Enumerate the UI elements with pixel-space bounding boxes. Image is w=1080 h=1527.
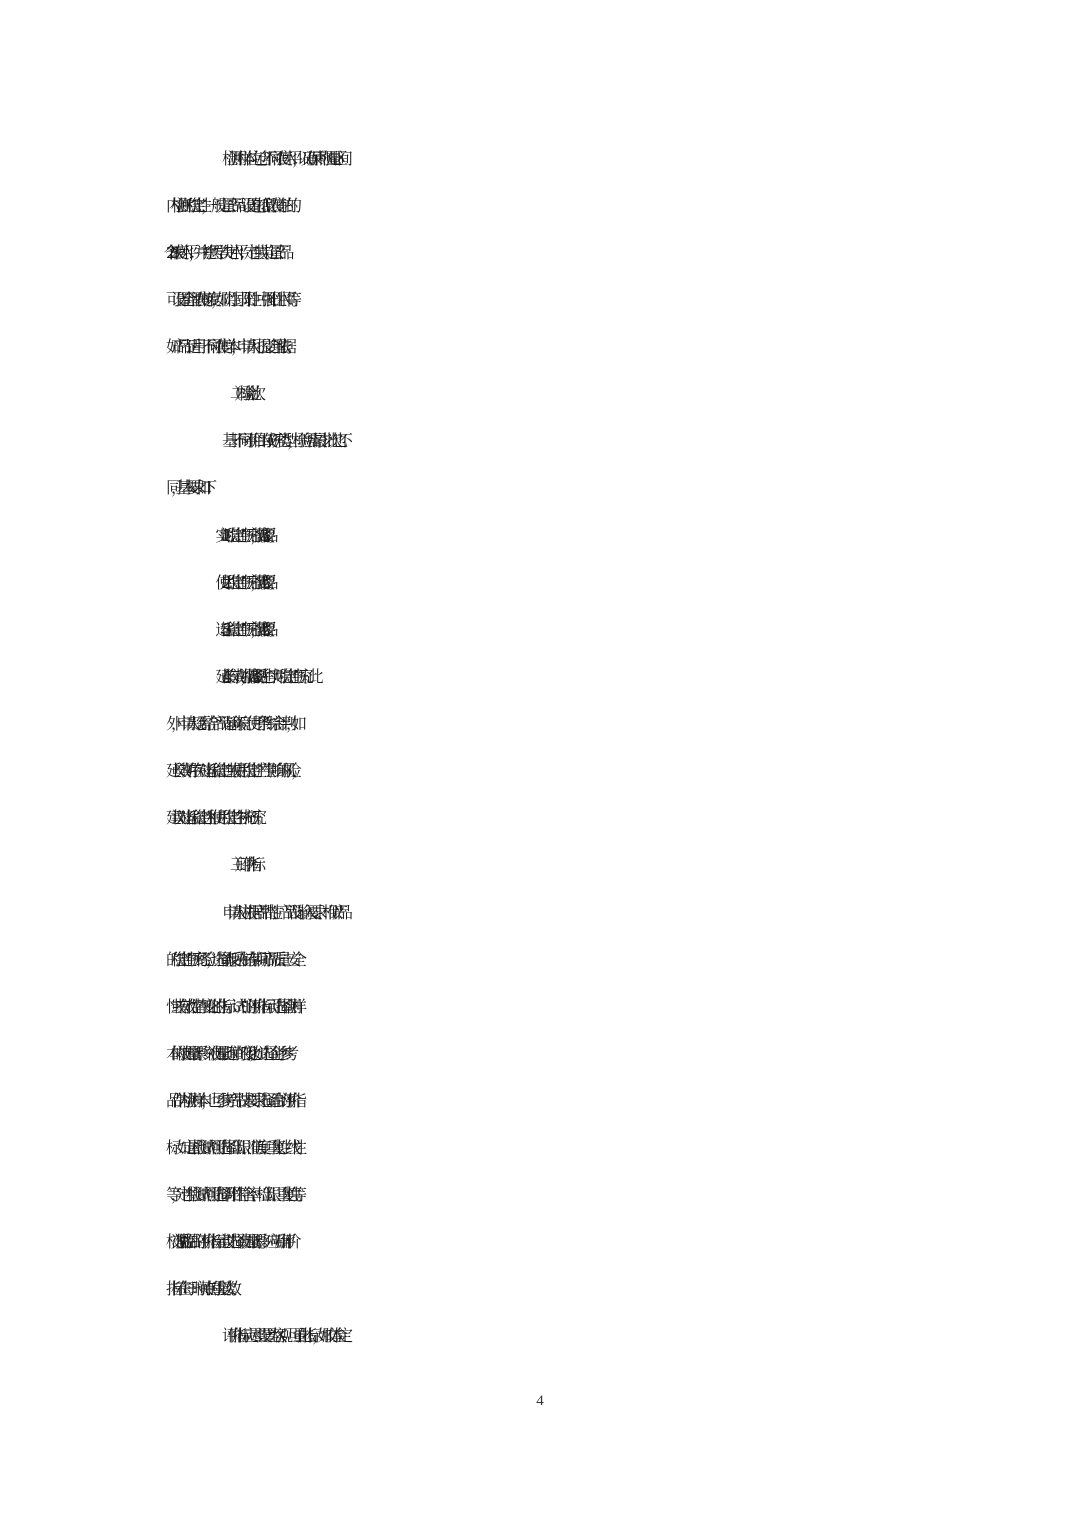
paragraph-line: 检测用样本应包含不同浓度水平，以确保声称测量区间 <box>222 149 343 168</box>
paragraph-line: 同，基本要求如下： <box>166 478 212 497</box>
paragraph-line: 的稳定性研究经验，选择能反映在储存期间产品质量、安全 <box>166 950 297 969</box>
paragraph-line: 内检测的稳定性，一般定量产品可设置包括低浓度在内的 <box>166 196 292 215</box>
list-item: 3.运输稳定性研究，需要 1 批产品。 <box>222 620 273 639</box>
paragraph-line: 校准品/质控品的评价指标建议选择被测量漂移。应明确评价 <box>166 1232 291 1251</box>
paragraph-line: 等，定性检测试剂可选择阴阳性符合率、检出限、重复性等。 <box>166 1185 302 1204</box>
paragraph-line: 申请人应根据产品特性、产品设计输入要求、相似产品 <box>222 903 343 922</box>
paragraph-line: 品作为检测样本，也可参考产品技术要求选择适合的评价指 <box>166 1091 297 1110</box>
paragraph-line: 性或有效性潜在变化的指标。试剂的评价指标可选择检测样 <box>166 997 297 1016</box>
paragraph-line: 建议对运输稳定性和使用稳定性补充研究。 <box>166 808 262 827</box>
page-number: 4 <box>536 1393 544 1409</box>
paragraph-line: 可设置合理浓度梯度，如阴性、弱阳性、中强阳性水平等。 <box>166 290 297 309</box>
list-item: 1.实时稳定性研究，需要 3 批产品。 <box>222 526 273 545</box>
paragraph-line: 基于不同评价目的或研究类型，检验所需最少批次也不 <box>222 431 343 450</box>
paragraph-line: 如产品不适用于不同浓度样本，申请人可提交合理依据。 <box>166 337 292 356</box>
paragraph-line: 本的被测量漂移（被测量随时间的变化）；如选择企业参考 <box>166 1044 289 1063</box>
list-item: 4.延长有效期，需要 3 批产品进行实时稳定性研究。此 <box>222 667 313 686</box>
section-heading: （二）检验批次 <box>226 384 255 403</box>
list-item: 2.使用稳定性研究，需要 1 批产品。 <box>222 573 273 592</box>
section-heading: （三）评价指标 <box>226 855 255 874</box>
paragraph-line: 外，申请人还需结合产品运输环境、使用条件综合评判，如 <box>166 714 297 733</box>
paragraph-line: 指标在每一时间点的重复次数。 <box>166 1279 237 1298</box>
paragraph-line: 延长效期存在对运输稳定性或使用稳定性产生影响的风险， <box>166 761 297 780</box>
paragraph-line: 2～3 个浓度水平，并考虑医学决定水平；定性或半定量产品 <box>166 243 284 262</box>
paragraph-line: 评价指标应尽量设置为客观、可量化指标，如胶体金定 <box>222 1326 343 1345</box>
paragraph-line: 标：如定量检测试剂可选择检出限、准确度、重复性、线性 <box>166 1138 297 1157</box>
